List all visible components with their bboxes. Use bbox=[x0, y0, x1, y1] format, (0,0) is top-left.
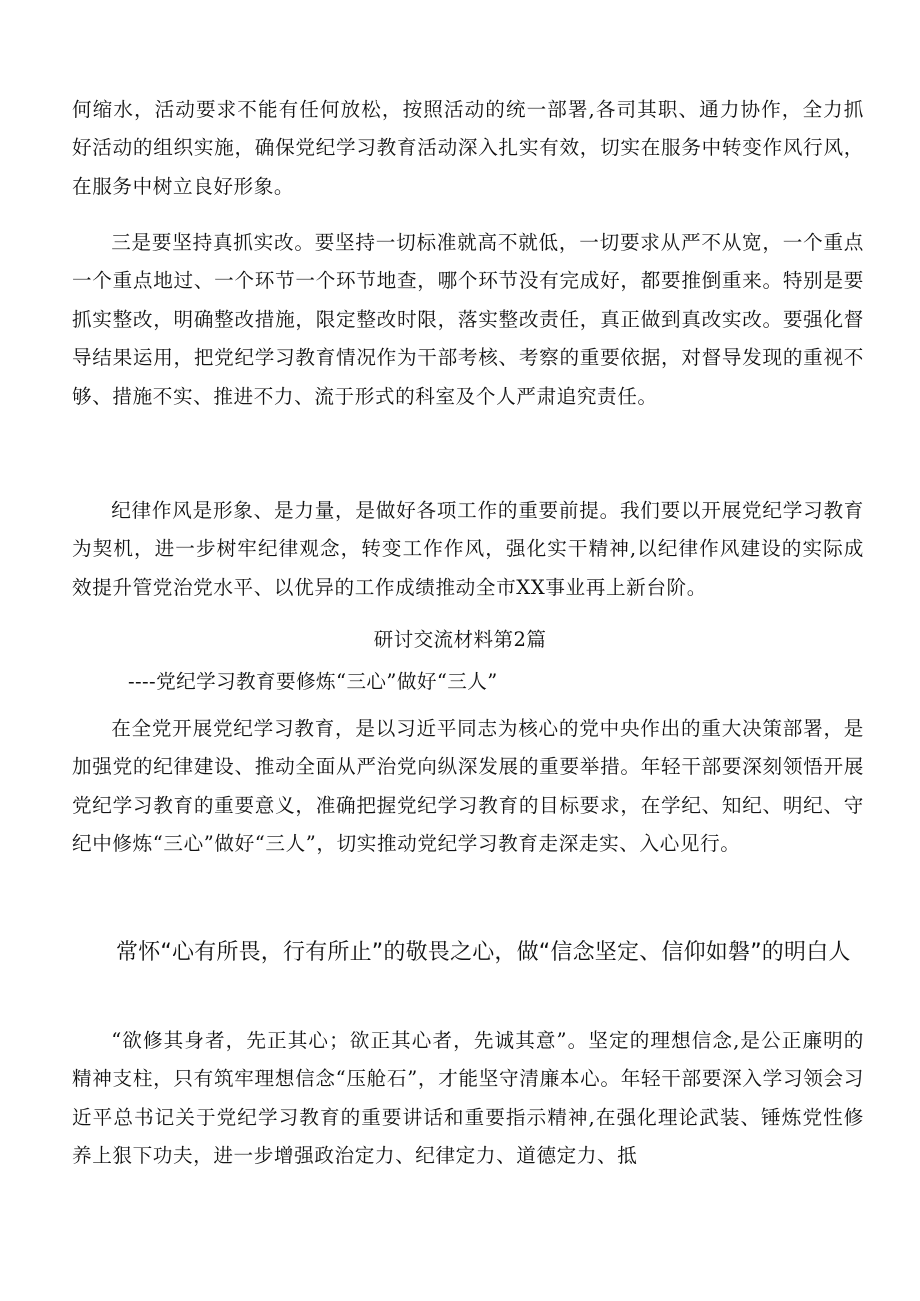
paragraph-point-three: 三是要坚持真抓实改。要坚持一切标准就高不就低，一切要求从严不从宽，一个重点一个重点地过、一个环节一个环节地查，哪个环节没有完成好，都要推倒重来。特别是要抓实整改，明确整改措施，限定整改时限，落实整改责任，真正做到真改实改。要强化督导结果运用，把党纪学习教育情况作为干部考核、考察的重要依据，对督导发现的重视不够、措施不实、推进不力、流于形式的科室及个人严肃追究责任。 bbox=[72, 231, 864, 408]
section-heading: 常怀“心有所畏，行有所止”的敬畏之心，做“信念坚定、信仰如磐”的明白人 bbox=[116, 940, 851, 965]
section-intro-paragraph: 在全党开展党纪学习教育，是以习近平同志为核心的党中央作出的重大决策部署，是加强党的纪律建设、推动全面从严治党向纵深发展的重要举措。年轻干部要深刻领悟开展党纪学习教育的重要意义，准确把握党纪学习教育的目标要求，在学纪、知纪、明纪、守纪中修炼“三心”做好“三人”，切实推动党纪学习教育走深走实、入心见行。 bbox=[72, 717, 864, 856]
paragraph-conclusion: 纪律作风是形象、是力量，是做好各项工作的重要前提。我们要以开展党纪学习教育为契机，进一步树牢纪律观念，转变工作作风，强化实干精神,以纪律作风建设的实际成效提升管党治党水平、以优异的工作成绩推动全市XX事业再上新台阶。 bbox=[72, 499, 864, 599]
section-subtitle: ----党纪学习教育要修炼“三心”做好“三人” bbox=[128, 670, 498, 693]
heading-body-paragraph: “欲修其身者，先正其心；欲正其心者，先诚其意”。坚定的理想信念,是公正廉明的精神支柱，只有筑牢理想信念“压舱石”，才能坚守清廉本心。年轻干部要深入学习领会习近平总书记关于党纪学习教育的重要讲话和重要指示精神,在强化理论武装、锤炼党性修养上狠下功夫，进一步增强政治定力、纪律定力、道德定力、抵 bbox=[72, 1029, 864, 1168]
section-title: 研讨交流材料第2篇 bbox=[373, 628, 547, 651]
paragraph-continuation: 何缩水，活动要求不能有任何放松，按照活动的统一部署,各司其职、通力协作，全力抓好活动的组织实施，确保党纪学习教育活动深入扎实有效，切实在服务中转变作风行风，在服务中树立良好形象。 bbox=[72, 98, 864, 198]
